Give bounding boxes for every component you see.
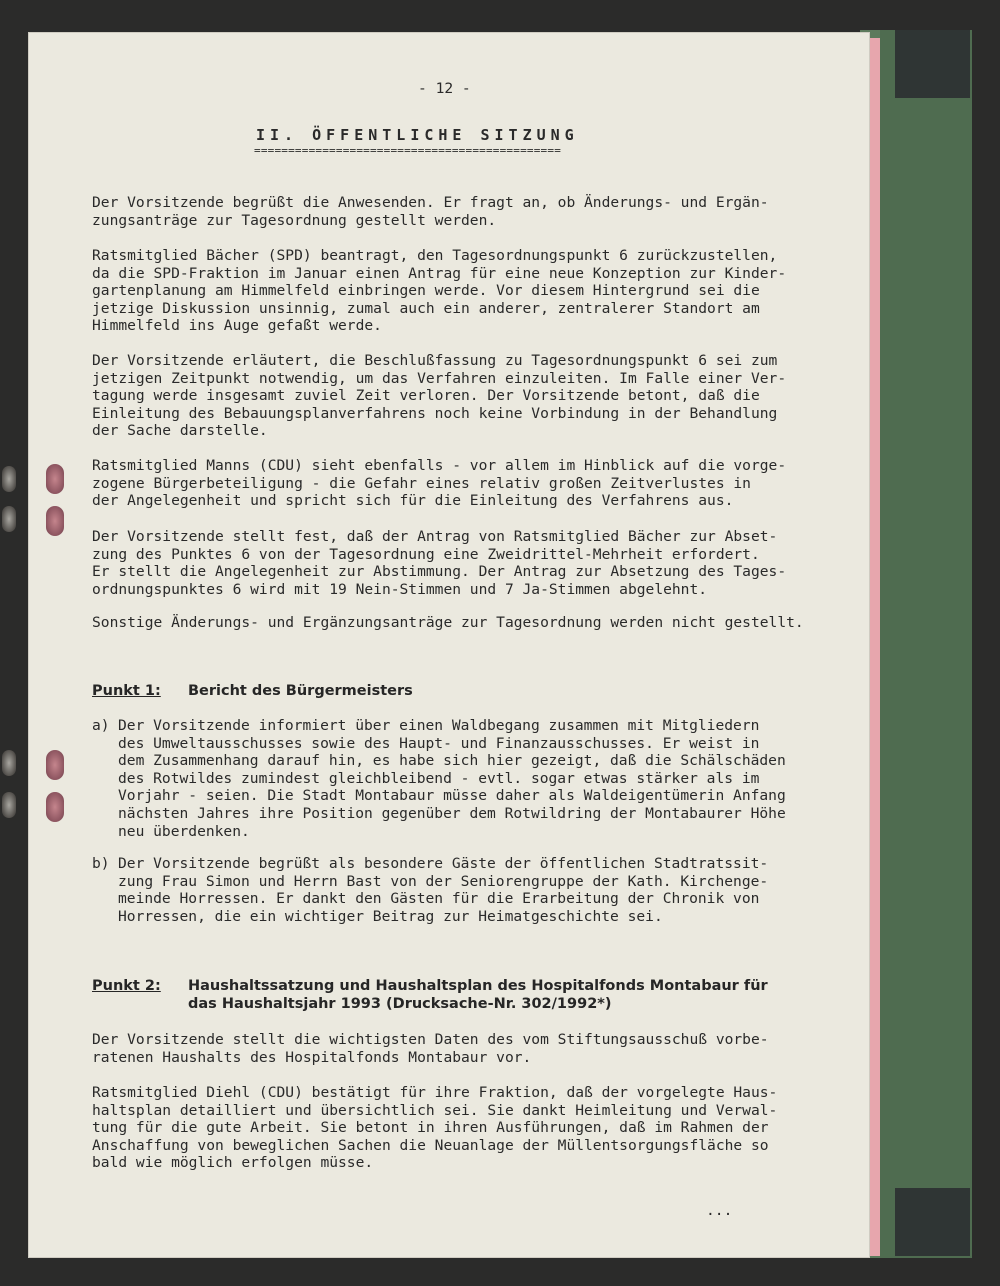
agenda-item-label: Punkt 2: — [92, 978, 161, 994]
paragraph: Der Vorsitzende stellt fest, daß der Antrag von Ratsmitglied Bächer zur Abset- zung des Punktes 6 von der Tagesordnung eine Zweidrittel-Mehrheit erfordert. Er stellt die Angelegenheit zur Abstimmung. Der Antrag zur Absetzung des Tages- ordnungspunktes 6 wird mit 19 Nein-Stimmen und 7 Ja-Stimmen abgelehnt. — [92, 528, 787, 598]
continuation-mark: ... — [706, 1202, 733, 1219]
paragraph: Der Vorsitzende erläutert, die Beschlußfassung zu Tagesordnungspunkt 6 sei zum jetzigen Zeitpunkt notwendig, um das Verfahren einzuleiten. Im Falle einer Ver- tagung werde insgesamt zuviel Zeit verloren. Der Vorsitzende betont, daß die Einleitung des Bebauungsplanverfahrens noch keine Vorbindung in der Behandlung der Sache darstelle. — [92, 352, 787, 440]
punch-hole — [46, 506, 64, 536]
paragraph: Ratsmitglied Bächer (SPD) beantragt, den Tagesordnungspunkt 6 zurückzustellen, da die SPD-Fraktion im Januar einen Antrag für eine neue Konzeption zur Kinder- gartenplanung am Himmelfeld einbringen werde. Vor diesem Hintergrund sei die jetzige Diskussion unsinnig, zumal auch ein anderer, zentralerer Standort am Himmelfeld ins Auge gefaßt werde. — [92, 247, 787, 335]
punch-hole — [46, 464, 64, 494]
list-item: Der Vorsitzende informiert über einen Waldbegang zusammen mit Mitgliedern des Umweltausschusses sowie des Haupt- und Finanzausschusses. Er weist in dem Zusammenhang darauf hin, es habe sich hier gezeigt, daß die Schälschäden des Rotwildes zumindest gleichbleibend - evtl. sogar etwas stärker als im Vorjahr - seien. Die Stadt Montabaur müsse daher als Waldeigentümerin Anfang nächsten Jahres ihre Position gegenüber dem Rotwildring der Montabaurer Höhe neu überdenken. — [118, 717, 786, 840]
paragraph: Sonstige Änderungs- und Ergänzungsanträge zur Tagesordnung werden nicht gestellt. — [92, 614, 804, 631]
agenda-item-label: Punkt 1: — [92, 683, 161, 699]
page-number: - 12 - — [418, 80, 471, 97]
agenda-item-heading: Bericht des Bürgermeisters — [188, 683, 413, 699]
paragraph: Der Vorsitzende begrüßt die Anwesenden. Er fragt an, ob Änderungs- und Ergän- zungsanträge zur Tagesordnung gestellt werden. — [92, 194, 769, 229]
punch-hole — [2, 792, 16, 818]
paragraph: Der Vorsitzende stellt die wichtigsten Daten des vom Stiftungsausschuß vorbe- ratenen Haushalts des Hospitalfonds Montabaur vor. — [92, 1031, 769, 1066]
section-title: II. ÖFFENTLICHE SITZUNG — [256, 126, 579, 144]
binder-corner-bottom — [895, 1188, 970, 1256]
list-marker: b) — [92, 855, 110, 872]
binder-cover-edge — [880, 30, 972, 1258]
title-underline: ============================================= — [254, 144, 562, 157]
paragraph: Ratsmitglied Diehl (CDU) bestätigt für ihre Fraktion, daß der vorgelegte Haus- haltsplan detailliert und übersichtlich sei. Sie dankt Heimleitung und Verwal- tung für die gute Arbeit. Sie betont in ihren Ausführungen, daß im Rahmen der Anschaffung von beweglichen Sachen die Neuanlage der Müllentsorgungsfläche so bald wie möglich erfolgen müsse. — [92, 1084, 778, 1172]
list-marker: a) — [92, 717, 110, 734]
page — [28, 32, 870, 1258]
binder-corner-top — [895, 30, 970, 98]
punch-hole — [2, 750, 16, 776]
punch-hole — [46, 750, 64, 780]
list-item: Der Vorsitzende begrüßt als besondere Gäste der öffentlichen Stadtratssit- zung Frau Simon und Herrn Bast von der Seniorengruppe der Kath. Kirchenge- meinde Horressen. Er dankt den Gästen für die Erarbeitung der Chronik von Horressen, die ein wichtiger Beitrag zur Heimatgeschichte sei. — [118, 855, 769, 925]
punch-hole — [2, 466, 16, 492]
paragraph: Ratsmitglied Manns (CDU) sieht ebenfalls - vor allem im Hinblick auf die vorge- zogene Bürgerbeteiligung - die Gefahr eines relativ großen Zeitverlustes in der Angelegenheit und spricht sich für die Einleitung des Verfahrens aus. — [92, 457, 787, 510]
punch-hole — [2, 506, 16, 532]
agenda-item-heading: Haushaltssatzung und Haushaltsplan des Hospitalfonds Montabaur für das Haushaltsjahr 1993 (Drucksache-Nr. 302/1992*) — [188, 978, 768, 1012]
punch-hole — [46, 792, 64, 822]
